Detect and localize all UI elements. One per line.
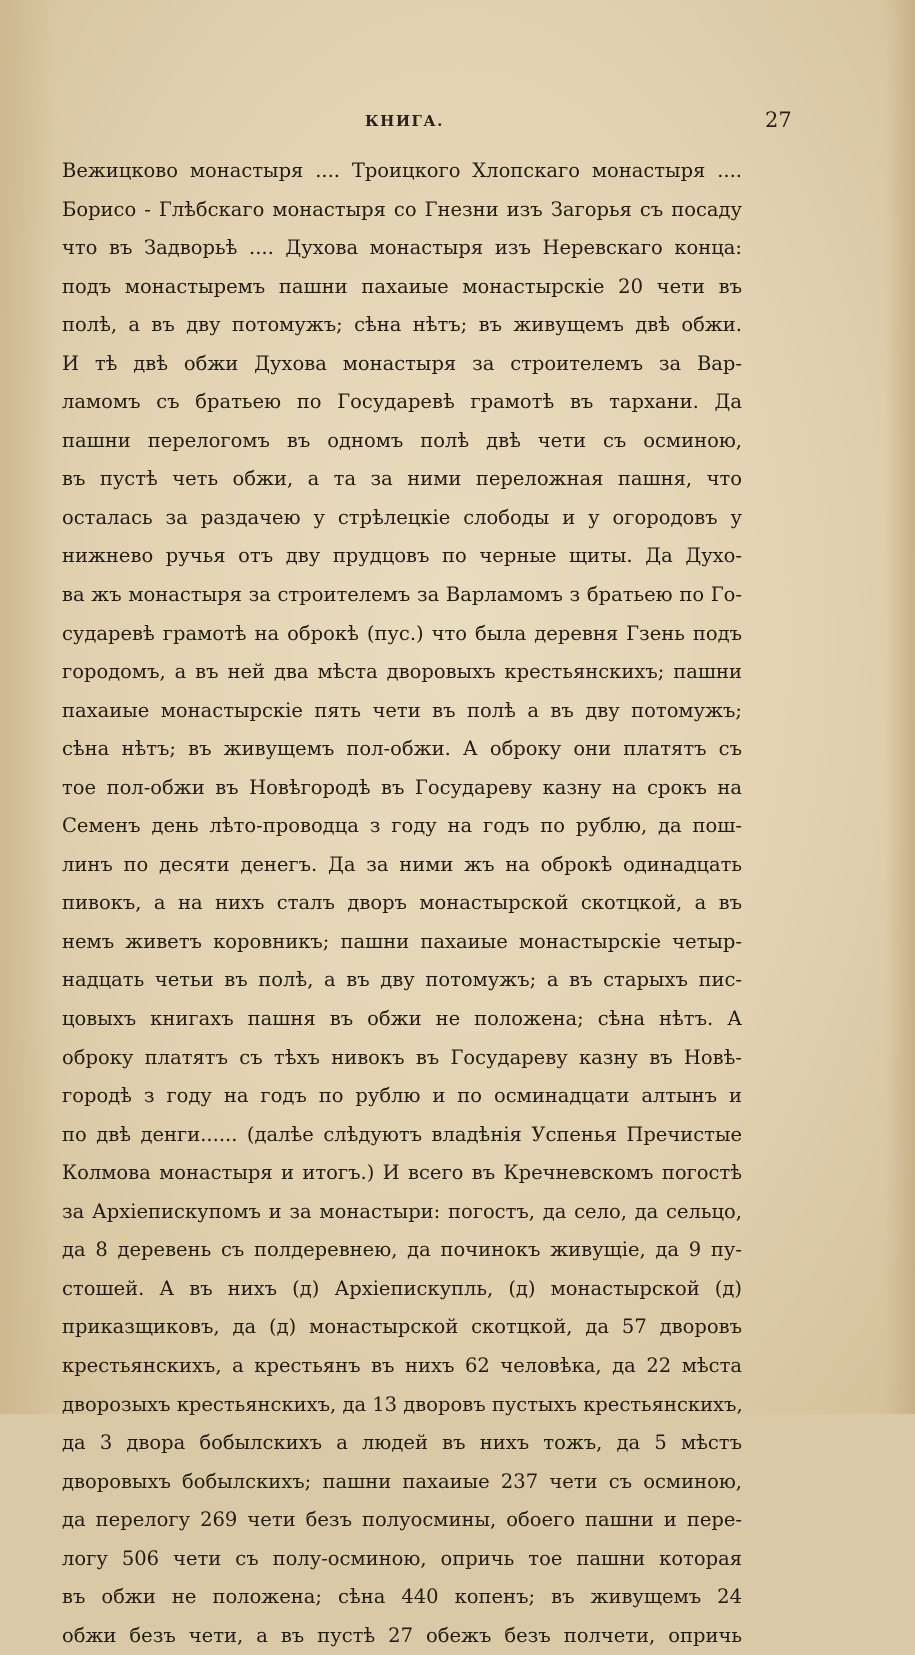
page-number: 27 [765,108,792,132]
text-line: осталась за раздачею у стрѣлецкіе слободы и у огородовъ у [62,505,742,529]
text-line: надцать четьи въ полѣ, а въ дву потомужъ; а въ старыхъ пис- [62,968,742,992]
text-line: ламомъ съ братьею по Государевѣ грамотѣ въ тархани. Да [62,390,742,414]
text-line: немъ живетъ коровникъ; пашни пахаиые монастырскіе четыр- [62,929,742,953]
header-title: КНИГА. [365,112,444,130]
running-header [60,108,792,138]
text-line: линъ по десяти денегъ. Да за ними жъ на оброкѣ одинадцать [62,852,742,876]
text-line: за Архіепискупомъ и за монастыри: погостъ, да село, да сельцо, [62,1199,742,1223]
text-line: логу 506 чети съ полу-осминою, опричь тое пашни которая [62,1546,742,1570]
text-line: Колмова монастыря и итогъ.) И всего въ Кречневскомъ погостѣ [62,1161,742,1185]
text-line: въ обжи не положена; сѣна 440 копенъ; въ живущемъ 24 [62,1585,742,1609]
text-line: пивокъ, а на нихъ сталъ дворъ монастырской скотцкой, а въ [62,891,742,915]
text-line: Борисо - Глѣбскаго монастыря со Гнезни изъ Загорья съ посаду [62,197,742,221]
text-line: стошей. А въ нихъ (д) Архіепискупль, (д) монастырской (д) [62,1276,742,1300]
text-line: въ пустѣ четь обжи, а та за ними переложная пашня, что [62,467,742,491]
text-line: городомъ, а въ ней два мѣста дворовыхъ крестьянскихъ; пашни [62,660,742,684]
text-line: оброку платятъ съ тѣхъ нивокъ въ Государеву казну въ Новѣ- [62,1045,742,1069]
text-line: приказщиковъ, да (д) монастырской скотцкой, да 57 дворовъ [62,1315,742,1339]
text-line: Вежицково монастыря .... Троицкого Хлопскаго монастыря .... [62,159,742,182]
text-line: пахаиые монастырскіе пять чети въ полѣ а въ дву потомужъ; [62,698,742,722]
text-line: крестьянскихъ, а крестьянъ въ нихъ 62 человѣка, да 22 мѣста [62,1353,742,1377]
text-line: ва жъ монастыря за строителемъ за Варламомъ з братьею по Го- [62,583,742,607]
text-line: да 8 деревень съ полдеревнею, да починокъ живущіе, да 9 пу- [62,1238,742,1262]
text-line: да перелогу 269 чети безъ полуосмины, обоего пашни и пере- [62,1508,742,1532]
text-line: дворовыхъ бобылскихъ; пашни пахаиые 237 чети съ осминою, [62,1469,742,1493]
text-line: Семенъ день лѣто-проводца з году на годъ по рублю, да пош- [62,814,742,838]
text-line: нижнево ручья отъ дву прудцовъ по черные щиты. Да Духо- [62,544,742,568]
text-line: по двѣ денги...... (далѣе слѣдуютъ владѣнія Успенья Пречистые [62,1122,742,1146]
text-line: цовыхъ книгахъ пашня въ обжи не положена; сѣна нѣтъ. А [62,1007,742,1031]
text-line: подъ монастыремъ пашни пахаиые монастырскіе 20 чети въ [62,274,742,298]
text-line: И тѣ двѣ обжи Духова монастыря за строителемъ за Вар- [62,351,742,375]
text-line: пашни перелогомъ въ одномъ полѣ двѣ чети съ осминою, [62,428,742,452]
text-line: сударевѣ грамотѣ на оброкѣ (пус.) что была деревня Гзень подъ [62,621,742,645]
text-line: городѣ з году на годъ по рублю и по осминадцати алтынъ и [62,1084,742,1108]
body-text [62,152,742,1655]
text-line: полѣ, а въ дву потомужъ; сѣна нѣтъ; въ живущемъ двѣ обжи. [62,313,742,337]
text-line: обжи безъ чети, а въ пустѣ 27 обежъ безъ полчети, опричь [62,1623,742,1647]
text-line: дворозыхъ крестьянскихъ, да 13 дворовъ пустыхъ крестьянскихъ, [62,1392,743,1416]
text-line: что въ Задворьѣ .... Духова монастыря изъ Неревскаго конца: [62,236,742,260]
text-line: да 3 двора бобылскихъ а людей въ нихъ тожъ, да 5 мѣстъ [62,1431,742,1455]
text-line: тое пол-обжи въ Новѣгородѣ въ Государеву казну на срокъ на [62,775,742,799]
text-line: сѣна нѣтъ; въ живущемъ пол-обжи. А оброку они платятъ съ [62,737,742,761]
